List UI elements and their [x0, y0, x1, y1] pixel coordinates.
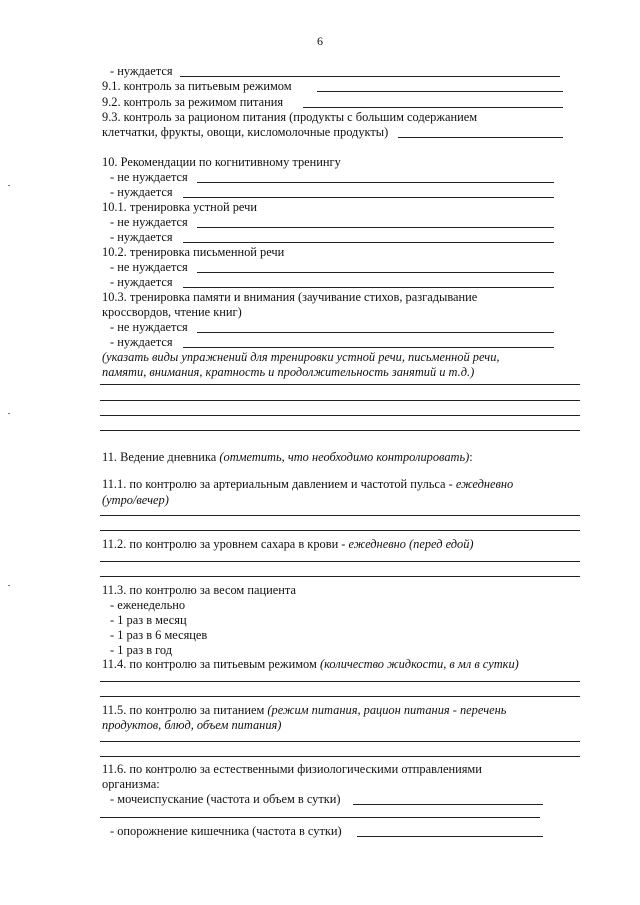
line-not-needs: - не нуждается — [110, 215, 188, 229]
blank-line — [100, 696, 580, 697]
fill-line — [183, 287, 554, 288]
line-not-needs: - не нуждается — [110, 320, 188, 334]
blank-line — [100, 681, 580, 682]
fill-line — [317, 91, 563, 92]
item-9-1: 9.1. контроль за питьевым режимом — [102, 79, 292, 93]
scan-mark — [8, 185, 10, 186]
option-weekly: - еженедельно — [110, 598, 186, 612]
blank-line — [100, 561, 580, 562]
option-six-months: - 1 раз в 6 месяцев — [110, 628, 208, 642]
line-needs: - нуждается — [110, 64, 173, 78]
item-11-3: 11.3. по контролю за весом пациента — [102, 583, 296, 597]
item-11-4: 11.4. по контролю за питьевым режимом (количество жидкости, в мл в сутки) — [102, 657, 519, 671]
blank-line — [100, 530, 580, 531]
scan-mark — [8, 413, 10, 414]
fill-line — [183, 347, 554, 348]
option-monthly: - 1 раз в месяц — [110, 613, 187, 627]
blank-line — [100, 817, 540, 818]
item-11-6-cont: организма: — [102, 777, 160, 791]
line-bowel: - опорожнение кишечника (частота в сутки) — [110, 824, 342, 838]
line-needs: - нуждается — [110, 275, 173, 289]
blank-line — [100, 384, 580, 385]
fill-line — [197, 272, 554, 273]
fill-line — [357, 836, 543, 837]
item-9-3-cont: клетчатки, фрукты, овощи, кисломолочные продукты) — [102, 125, 389, 139]
fill-line — [353, 804, 543, 805]
line-not-needs: - не нуждается — [110, 170, 188, 184]
page-number: 6 — [317, 34, 323, 48]
item-10-3-cont: кроссвордов, чтение книг) — [102, 305, 242, 319]
item-9-2: 9.2. контроль за режимом питания — [102, 95, 284, 109]
line-needs: - нуждается — [110, 185, 173, 199]
blank-line — [100, 741, 580, 742]
section-11-heading: 11. Ведение дневника (отметить, что необходимо контролировать): — [102, 450, 473, 464]
line-not-needs: - не нуждается — [110, 260, 188, 274]
item-9-3: 9.3. контроль за рационом питания (продукты с большим содержанием — [102, 110, 478, 124]
fill-line — [183, 197, 554, 198]
item-10-1: 10.1. тренировка устной речи — [102, 200, 257, 214]
blank-line — [100, 430, 580, 431]
fill-line — [197, 227, 554, 228]
blank-line — [100, 400, 580, 401]
instruction-note: (указать виды упражнений для тренировки устной речи, письменной речи, — [102, 350, 500, 364]
fill-line — [197, 182, 554, 183]
fill-line — [183, 242, 554, 243]
section-10-heading: 10. Рекомендации по когнитивному тренингу — [102, 155, 341, 169]
line-needs: - нуждается — [110, 230, 173, 244]
item-11-6: 11.6. по контролю за естественными физиологическими отправлениями — [102, 762, 482, 776]
fill-line — [303, 107, 563, 108]
option-yearly: - 1 раз в год — [110, 643, 173, 657]
scan-mark — [8, 585, 10, 586]
item-10-2: 10.2. тренировка письменной речи — [102, 245, 285, 259]
line-needs: - нуждается — [110, 335, 173, 349]
fill-line — [398, 137, 563, 138]
blank-line — [100, 756, 580, 757]
item-11-5-cont: продуктов, блюд, объем питания) — [102, 718, 282, 732]
blank-line — [100, 515, 580, 516]
item-11-1: 11.1. по контролю за артериальным давлением и частотой пульса - ежедневно — [102, 477, 514, 491]
item-11-2: 11.2. по контролю за уровнем сахара в крови - ежедневно (перед едой) — [102, 537, 474, 551]
fill-line — [180, 76, 560, 77]
fill-line — [197, 332, 554, 333]
blank-line — [100, 415, 580, 416]
line-urination: - мочеиспускание (частота и объем в сутки) — [110, 792, 341, 806]
blank-line — [100, 576, 580, 577]
item-11-5: 11.5. по контролю за питанием (режим питания, рацион питания - перечень — [102, 703, 507, 717]
item-10-3: 10.3. тренировка памяти и внимания (заучивание стихов, разгадывание — [102, 290, 478, 304]
item-11-1-cont: (утро/вечер) — [102, 493, 169, 507]
instruction-note-cont: памяти, внимания, кратность и продолжительность занятий и т.д.) — [102, 365, 475, 379]
